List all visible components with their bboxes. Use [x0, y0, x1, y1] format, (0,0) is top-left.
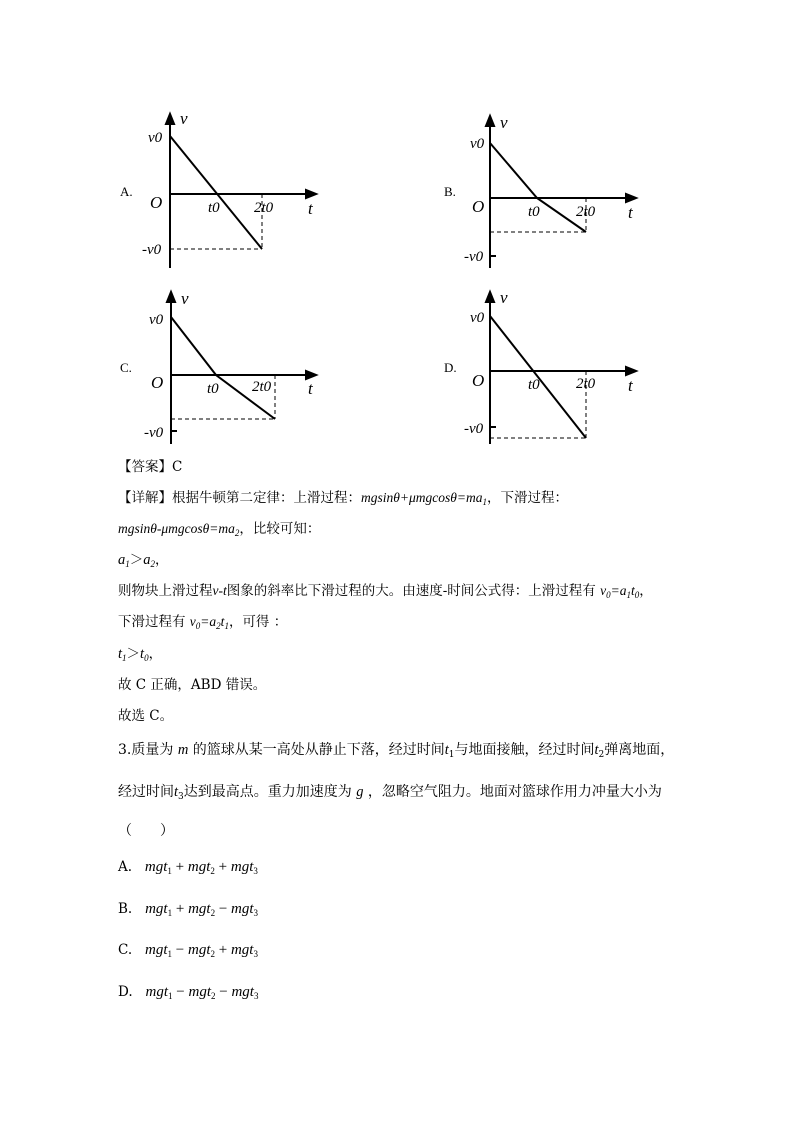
q3-option-c[interactable]: C. mgt$_1$ − mgt$_2$ + mgt$_3$	[118, 942, 258, 959]
a2: a	[143, 552, 151, 568]
explain-line-2	[118, 520, 320, 538]
answer-value: C	[172, 459, 183, 475]
v-label: v	[180, 110, 188, 128]
t-label: t	[628, 376, 633, 395]
question3-line-1: 3.质量为 m 的篮球从某一高处从静止下落，经过时间$t_1$与地面接触，经过时间$t_2$弹离地面，	[118, 742, 675, 760]
v-label: v	[500, 288, 508, 307]
formula-down: mgsinθ-$\mu mgcos\theta=ma_2$	[118, 521, 240, 538]
t-label: t	[308, 199, 313, 218]
2t0-label: 2t0	[576, 204, 596, 220]
option-b-label: B.	[444, 184, 456, 199]
q3-option-a[interactable]: A. mgt$_1$ + mgt$_2$ + mgt$_3$	[118, 859, 258, 876]
origin-label: O	[151, 373, 164, 392]
t0-label: t0	[207, 381, 219, 397]
neg-v0-label: -v0	[144, 425, 164, 441]
v0-label: v0	[470, 310, 485, 326]
2t0-label: 2t0	[254, 200, 274, 216]
explain-text: 根据牛顿第二定律：上滑过程：	[172, 490, 361, 506]
t-label: t	[628, 203, 633, 222]
explain-line-5: 下滑过程有 $v_0=a_2t_1$，可得 ：	[118, 614, 288, 631]
option-c-label: C.	[120, 360, 132, 375]
answer-line	[118, 458, 182, 476]
velocity-line	[171, 317, 275, 419]
velocity-line	[170, 136, 262, 249]
explain-text: ，比较可知：	[239, 521, 321, 537]
origin-label: O	[150, 193, 163, 212]
explain-line-3: $a_1>a_2$，	[118, 552, 169, 569]
t0-label: t0	[208, 200, 220, 216]
a1: a	[118, 552, 126, 568]
origin-label: O	[472, 197, 485, 216]
explain-line-4: 则物块上滑过程v-t图象的斜率比下滑过程的大。由速度-时间公式得：上滑过程有 $v_0=a_1t_0$，	[118, 583, 653, 600]
explain-line-1	[118, 489, 568, 507]
origin-label: O	[472, 371, 485, 390]
t0-label: t0	[528, 204, 540, 220]
t-label: t	[308, 379, 313, 398]
2t0-label: 2t0	[576, 376, 596, 392]
q3-option-b[interactable]: B. mgt$_1$ + mgt$_2$ − mgt$_3$	[118, 901, 259, 918]
question3-line-2: 经过时间$t_3$达到最高点。重力加速度为 g ，忽略空气阻力。地面对篮球作用力冲量大小为	[118, 784, 662, 802]
answer-bracket: 【答案】	[118, 459, 172, 475]
question3-paren: （ ）	[118, 823, 174, 839]
neg-v0-label: -v0	[464, 421, 484, 437]
explain-line-8: 故选 C。	[118, 708, 174, 724]
explain-text: ，下滑过程：	[487, 490, 569, 506]
neg-v0-label: -v0	[464, 249, 484, 265]
graph-a	[140, 110, 330, 270]
option-a-label: A.	[120, 184, 133, 199]
explain-line-6: $t_1>t_0$，	[118, 646, 163, 663]
formula-v0-a2t1: $v_0=a_2t_1$	[189, 614, 229, 631]
t0-label: t0	[528, 377, 540, 393]
q3-option-d[interactable]: D. mgt$_1$ − mgt$_2$ − mgt$_3$	[118, 984, 259, 1001]
v0-label: v0	[149, 312, 164, 328]
v0-label: v0	[470, 136, 485, 152]
v0-label: v0	[148, 130, 163, 146]
graph-b	[464, 110, 654, 270]
graph-c	[140, 288, 330, 448]
formula-up: $mgsin\theta+\mu mgcos\theta=ma_1$	[361, 490, 488, 507]
option-d-label: D.	[444, 360, 457, 375]
v-label: v	[181, 289, 189, 308]
graph-d	[464, 288, 654, 448]
neg-v0-label: -v0	[142, 242, 162, 258]
v-label: v	[500, 113, 508, 132]
formula-v0-a1t0: $v_0=a_1t_0$	[600, 583, 640, 600]
explain-line-7: 故 C 正确，ABD 错误。	[118, 677, 267, 693]
2t0-label: 2t0	[252, 379, 272, 395]
explain-bracket: 【详解】	[118, 490, 172, 506]
